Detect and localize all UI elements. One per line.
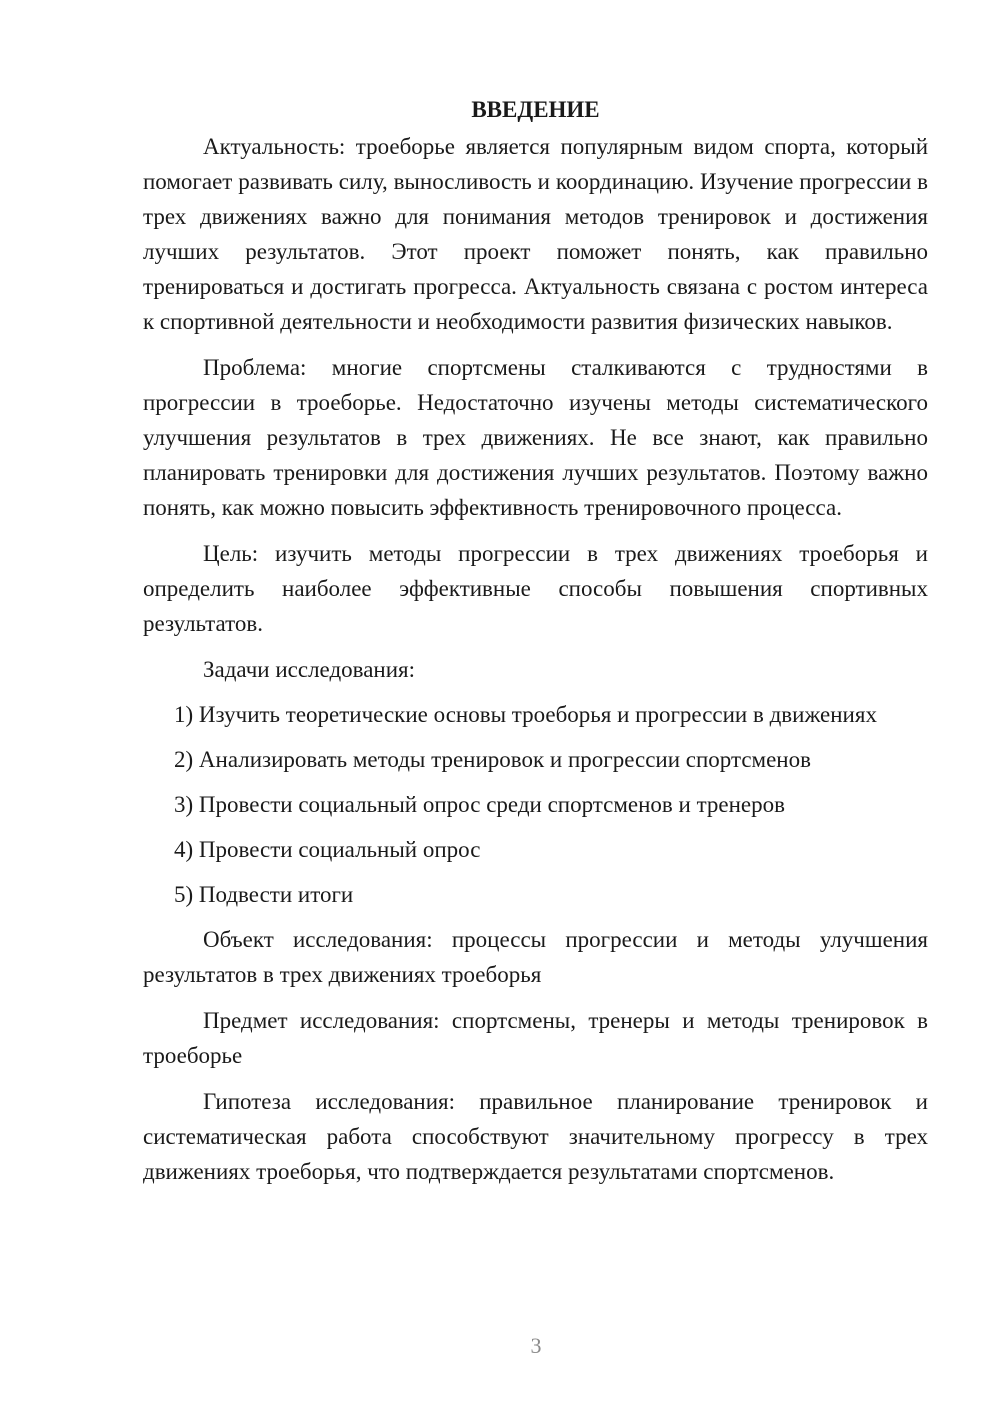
list-item: 1) Изучить теоретические основы троеборья и прогрессии в движениях (174, 702, 877, 727)
tasks-heading: Задачи исследования: (203, 657, 416, 682)
paragraph-goal: Цель: изучить методы прогрессии в трех движениях троеборья и определить наиболее эффективные способы повышения спортивных результатов. (143, 541, 928, 636)
page-number: 3 (530, 1333, 542, 1358)
paragraph-problem: Проблема: многие спортсмены сталкиваются с трудностями в прогрессии в троеборье. Недостаточно изучены методы систематического улучшения результатов в трех движениях. Не все знают, как правильно планировать тренировки для достижения лучших результатов. Поэтому важно понять, как можно повысить эффективность тренировочного процесса. (143, 355, 928, 520)
list-item: 4) Провести социальный опрос (174, 837, 481, 862)
list-item: 2) Анализировать методы тренировок и прогрессии спортсменов (174, 747, 811, 772)
list-item: 3) Провести социальный опрос среди спортсменов и тренеров (174, 792, 785, 817)
paragraph-hypothesis: Гипотеза исследования: правильное планирование тренировок и систематическая работа способствуют значительному прогрессу в трех движениях троеборья, что подтверждается результатами спортсменов. (143, 1089, 928, 1184)
tasks-list (143, 697, 928, 912)
paragraph-object: Объект исследования: процессы прогрессии и методы улучшения результатов в трех движениях троеборья (143, 927, 928, 987)
paragraph-relevance: Актуальность: троеборье является популярным видом спорта, который помогает развивать силу, выносливость и координацию. Изучение прогрессии в трех движениях важно для понимания методов тренировок и достижения лучших результатов. Этот проект поможет понять, как правильно тренироваться и достигать прогресса. Актуальность связана с ростом интереса к спортивной деятельности и необходимости развития физических навыков. (143, 134, 928, 334)
page-title: ВВЕДЕНИЕ (471, 97, 600, 122)
document-page (143, 92, 928, 1200)
list-item: 5) Подвести итоги (174, 882, 354, 907)
paragraph-subject: Предмет исследования: спортсмены, тренеры и методы тренировок в троеборье (143, 1008, 928, 1068)
